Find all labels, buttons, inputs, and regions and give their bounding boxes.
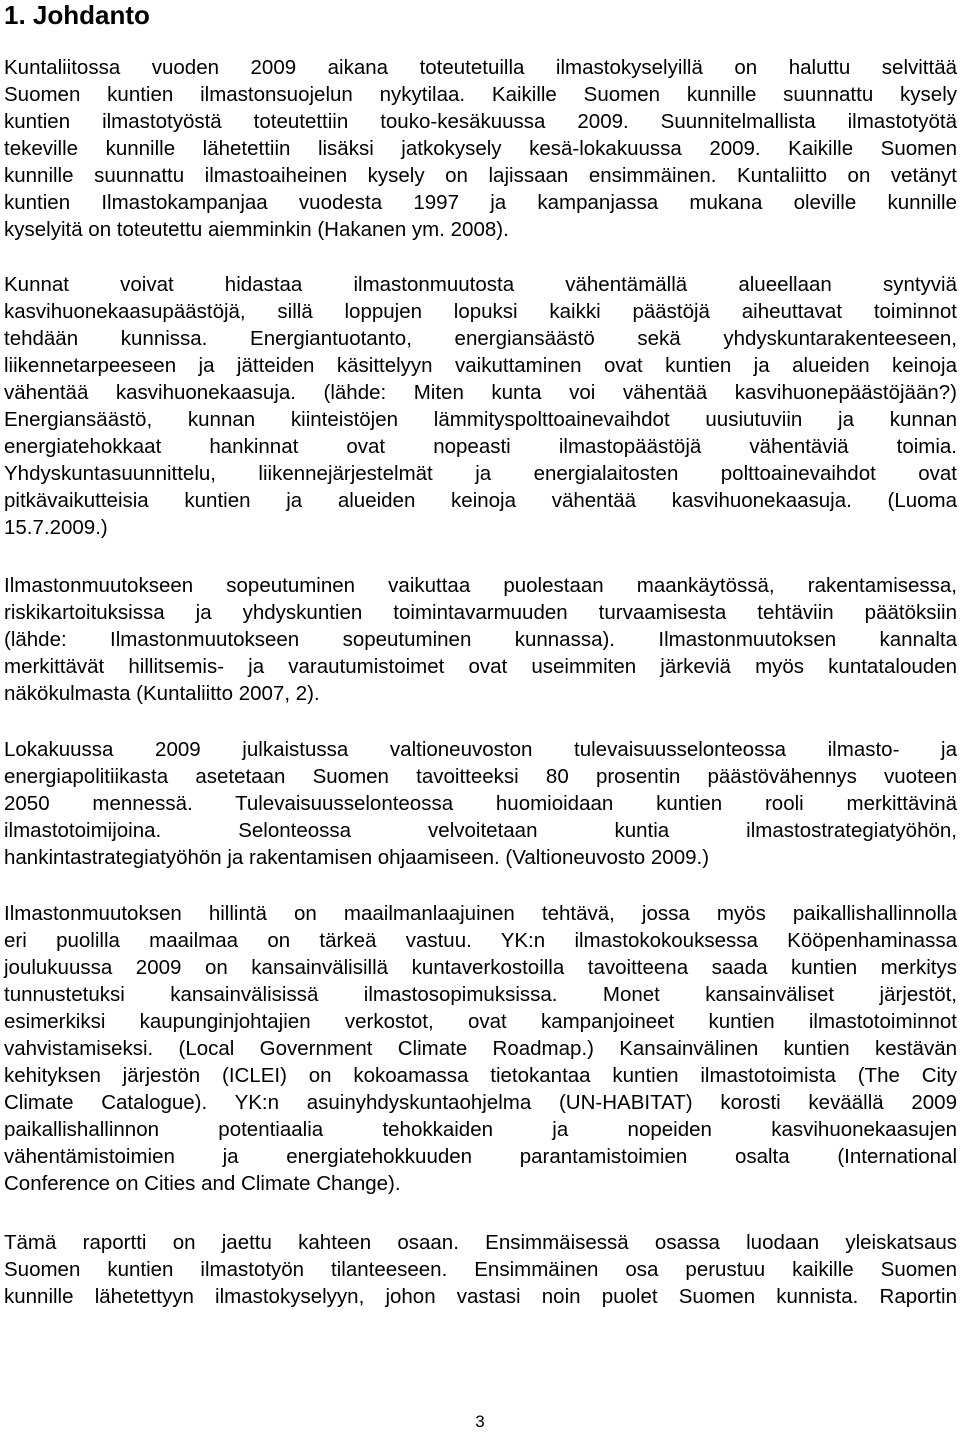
paragraph-line: Yhdyskuntasuunnittelu, liikennejärjestelmät ja energialaitosten polttoainevaihdot ovat [4, 462, 957, 485]
paragraph-line: Ilmastonmuutoksen hillintä on maailmanlaajuinen tehtävä, jossa myös paikallishallinnolla [4, 902, 957, 925]
paragraph-4 [4, 736, 957, 871]
paragraph-line: paikallishallinnon potentiaalia tehokkaiden ja nopeiden kasvihuonekaasujen [4, 1118, 957, 1141]
paragraph-line: esimerkiksi kaupunginjohtajien verkostot, ovat kampanjoineet kuntien ilmastotoiminnot [4, 1010, 957, 1033]
paragraph-line: Conference on Cities and Climate Change). [4, 1172, 401, 1195]
paragraph-line: Ilmastonmuutokseen sopeutuminen vaikuttaa puolestaan maankäytössä, rakentamisessa, [4, 574, 957, 597]
paragraph-line: Kuntaliitossa vuoden 2009 aikana toteutetuilla ilmastokyselyillä on haluttu selvittää [4, 56, 957, 79]
paragraph-line: Kunnat voivat hidastaa ilmastonmuutosta vähentämällä alueellaan syntyviä [4, 273, 957, 296]
paragraph-line: riskikartoituksissa ja yhdyskuntien toimintavarmuuden turvaamisesta tehtäviin päätöksiin [4, 601, 957, 624]
paragraph-line: (lähde: Ilmastonmuutokseen sopeutuminen kunnassa). Ilmastonmuutoksen kannalta [4, 628, 957, 651]
paragraph-line: näkökulmasta (Kuntaliitto 2007, 2). [4, 682, 320, 705]
paragraph-line: 2050 mennessä. Tulevaisuusselonteossa huomioidaan kuntien rooli merkittävinä [4, 792, 957, 815]
paragraph-line: tunnustetuksi kansainvälisissä ilmastosopimuksissa. Monet kansainväliset järjestöt, [4, 983, 957, 1006]
paragraph-line: kyselyitä on toteutettu aiemminkin (Hakanen ym. 2008). [4, 218, 509, 241]
paragraph-1 [4, 54, 957, 243]
paragraph-line: ilmastotoimijoina. Selonteossa velvoitetaan kuntia ilmastostrategiatyöhön, [4, 819, 957, 842]
paragraph-line: kuntien ilmastotyöstä toteutettiin touko-kesäkuussa 2009. Suunnitelmallista ilmastotyötä [4, 110, 957, 133]
paragraph-line: Lokakuussa 2009 julkaistussa valtioneuvoston tulevaisuusselonteossa ilmasto- ja [4, 738, 957, 761]
paragraph-line: kehityksen järjestön (ICLEI) on kokoamassa tietokantaa kuntien ilmastotoimista (The City [4, 1064, 957, 1087]
paragraph-line: 15.7.2009.) [4, 516, 108, 539]
paragraph-line: eri puolilla maailmaa on tärkeä vastuu. YK:n ilmastokokouksessa Kööpenhaminassa [4, 929, 957, 952]
section-heading: 1. Johdanto [4, 0, 150, 30]
paragraph-line: vähentämistoimien ja energiatehokkuuden parantamistoimien osalta (International [4, 1145, 957, 1168]
paragraph-line: energiatehokkaat hankinnat ovat nopeasti ilmastopäästöjä vähentäviä toimia. [4, 435, 957, 458]
paragraph-line: merkittävät hillitsemis- ja varautumistoimet ovat useimmiten järkeviä myös kuntatalouden [4, 655, 957, 678]
paragraph-line: tehdään kunnissa. Energiantuotanto, energiansäästö sekä yhdyskuntarakenteeseen, [4, 327, 957, 350]
paragraph-line: energiapolitiikasta asetetaan Suomen tavoitteeksi 80 prosentin päästövähennys vuoteen [4, 765, 957, 788]
paragraph-line: joulukuussa 2009 on kansainvälisillä kuntaverkostoilla tavoitteena saada kuntien merkitys [4, 956, 957, 979]
paragraph-line: hankintastrategiatyöhön ja rakentamisen ohjaamiseen. (Valtioneuvosto 2009.) [4, 846, 710, 869]
paragraph-line: Energiansäästö, kunnan kiinteistöjen lämmityspolttoainevaihdot uusiutuviin ja kunnan [4, 408, 957, 431]
paragraph-line: liikennetarpeeseen ja jätteiden käsittelyyn vaikuttaminen ovat kuntien ja alueiden keinoja [4, 354, 957, 377]
paragraph-line: Tämä raportti on jaettu kahteen osaan. Ensimmäisessä osassa luodaan yleiskatsaus [4, 1231, 957, 1254]
paragraph-line: vähentää kasvihuonekaasuja. (lähde: Miten kunta voi vähentää kasvihuonepäästöjään?) [4, 381, 957, 404]
paragraph-2 [4, 271, 957, 541]
paragraph-5 [4, 900, 957, 1197]
paragraph-line: vahvistamiseksi. (Local Government Climate Roadmap.) Kansainvälinen kuntien kestävän [4, 1037, 957, 1060]
paragraph-3 [4, 572, 957, 707]
page-number: 3 [475, 1412, 485, 1431]
paragraph-line: kuntien Ilmastokampanjaa vuodesta 1997 ja kampanjassa mukana oleville kunnille [4, 191, 957, 214]
paragraph-line: Suomen kuntien ilmastotyön tilanteeseen. Ensimmäinen osa perustuu kaikille Suomen [4, 1258, 957, 1281]
paragraph-line: kasvihuonekaasupäästöjä, sillä loppujen lopuksi kaikki päästöjä aiheuttavat toiminnot [4, 300, 957, 323]
paragraph-line: kunnille suunnattu ilmastoaiheinen kysely on lajissaan ensimmäinen. Kuntaliitto on vetänyt [4, 164, 957, 187]
paragraph-6 [4, 1229, 957, 1310]
paragraph-line: Suomen kuntien ilmastonsuojelun nykytilaa. Kaikille Suomen kunnille suunnattu kysely [4, 83, 957, 106]
paragraph-line: tekeville kunnille lähetettiin lisäksi jatkokysely kesä-lokakuussa 2009. Kaikille Suomen [4, 137, 957, 160]
paragraph-line: pitkävaikutteisia kuntien ja alueiden keinoja vähentää kasvihuonekaasuja. (Luoma [4, 489, 957, 512]
paragraph-line: kunnille lähetettyyn ilmastokyselyyn, johon vastasi noin puolet Suomen kunnista. Raportin [4, 1285, 957, 1308]
paragraph-line: Climate Catalogue). YK:n asuinyhdyskuntaohjelma (UN-HABITAT) korosti keväällä 2009 [4, 1091, 957, 1114]
